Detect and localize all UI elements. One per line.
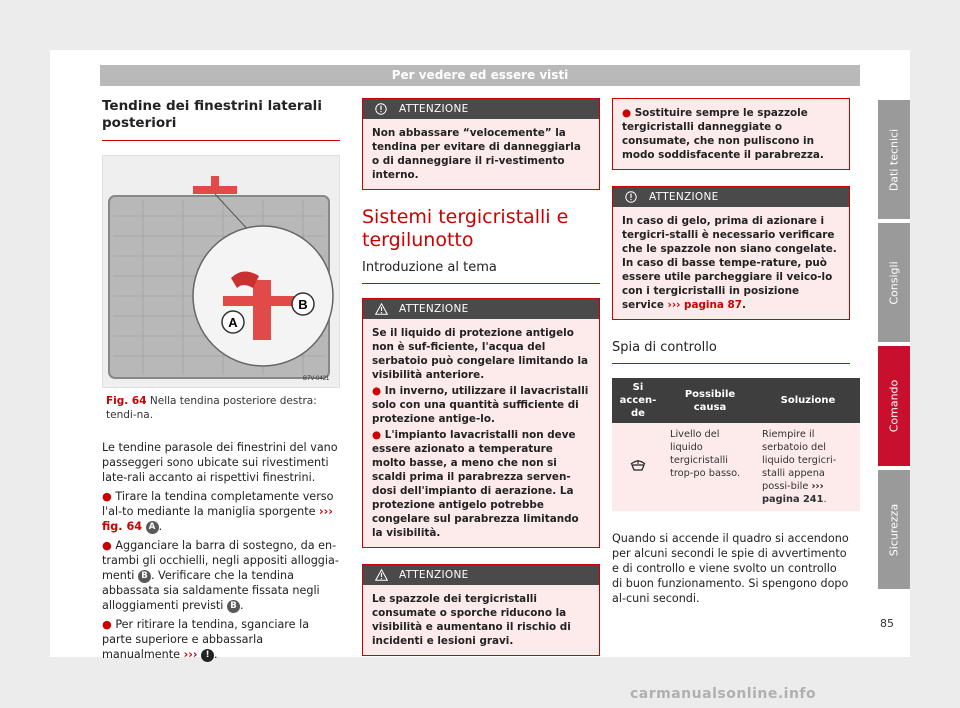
bullet-2: ● Agganciare la barra di sostegno, da en-trambi gli occhielli, negli appositi alloggia-menti B . Verificare che la tendina abbassata sia saldamente fissata negli alloggiamenti previsti B . [102, 539, 339, 612]
warning-title: ATTENZIONE [399, 569, 469, 581]
washer-fluid-icon [629, 458, 647, 472]
tab-consigli[interactable]: Consigli [878, 223, 910, 342]
figure-rear-blind [102, 155, 340, 388]
figure-caption [102, 388, 340, 422]
info-circle-icon [625, 191, 637, 203]
table-row [612, 423, 860, 511]
warning-bullet: ● L'impianto lavacristalli non deve essere azionato a temperature molto basse, a meno che non si scaldi prima il parabrezza serven-dosi dell'impianto di aerazione. La protezione antigelo potrebbe congelare sul parabrezza limitando la visibilità. [372, 429, 579, 539]
indicator-table [612, 378, 860, 511]
watermark: carmanualsonline.info [630, 686, 817, 702]
label-b-badge: B [227, 600, 240, 613]
warning-triangle-icon [375, 303, 388, 315]
figure-label-a: A [228, 315, 238, 330]
warning-box [362, 298, 600, 548]
rear-blind-illustration [103, 156, 339, 387]
warning-title: ATTENZIONE [649, 191, 719, 203]
warning-text: Le spazzole dei tergicristalli consumate o sporche riducono la visibilità e aumentano il rischio di incidenti e lesioni gravi. [363, 585, 599, 655]
subsection-title: Introduzione al tema [362, 260, 600, 284]
tab-dati-tecnici[interactable]: Dati tecnici [878, 100, 910, 219]
cause-cell: Livello del liquido tergicristalli trop-po basso. [664, 423, 756, 511]
warning-title: ATTENZIONE [399, 303, 469, 315]
label-b-badge: B [138, 570, 151, 583]
warning-bullet: Sostituire sempre le spazzole tergicristalli danneggiate o consumate, che non puliscono in modo soddisfacente il parabrezza. [622, 107, 824, 161]
left-column [102, 98, 340, 662]
figure-caption-text: Nella tendina posteriore destra: tendi-na. [106, 395, 317, 421]
figure-label-b: B [298, 297, 308, 312]
warning-box: ATTENZIONE In caso di gelo, prima di azionare i tergicri-stalli è necessario verificare che le spazzole non siano congelate. In caso di basse tempe-rature, può essere utile parcheggiare il veico-lo con i tergicristalli in posizione service ››› pagina 87. [612, 186, 850, 320]
page-link[interactable]: pagina 87 [684, 299, 742, 311]
solution-cell: Riempire il serbatoio del liquido tergicri-stalli appena possi-bile ››› pagina 241. [756, 423, 860, 511]
warning-bullet: ● In inverno, utilizzare il lavacristalli solo con una quantità sufficiente di protezione antige-lo. [372, 385, 589, 425]
warning-box [362, 98, 600, 190]
section-heading: Tendine dei finestrini laterali posteriori [102, 98, 340, 141]
warning-title: ATTENZIONE [399, 103, 469, 115]
warning-continuation: ● Sostituire sempre le spazzole tergicristalli danneggiate o consumate, che non puliscono in modo soddisfacente il parabrezza. [612, 98, 850, 170]
section-title: Sistemi tergicristalli e tergilunotto [362, 206, 569, 251]
warning-ref-icon: ! [201, 649, 214, 662]
right-column [612, 98, 850, 606]
warning-text: Non abbassare “velocemente” la tendina per evitare di danneggiarla o di danneggiare il ri-vestimento interno. [363, 119, 599, 189]
xref-arrows: ››› [183, 648, 198, 661]
col-header: Soluzione [756, 378, 860, 423]
figure-link[interactable]: fig. 64 [102, 520, 143, 533]
warning-text: In caso di gelo, prima di azionare i tergicri-stalli è necessario verificare che le spazzole non siano congelate. In caso di basse tempe-rature, può essere utile parcheggiare il veico-lo con i tergicristalli in posizione service [622, 215, 837, 311]
label-a-badge: A [146, 521, 159, 534]
col-header: Si accen-de [612, 378, 664, 423]
xref-arrows: ››› [667, 299, 681, 311]
page-number: 85 [880, 617, 894, 630]
bullet-3: ● Per ritirare la tendina, sganciare la parte superiore e abbassarla manualmente ››› ! . [102, 618, 310, 661]
info-circle-icon [375, 103, 387, 115]
spia-title: Spia di controllo [612, 340, 850, 364]
tab-sicurezza[interactable]: Sicurezza [878, 470, 910, 589]
warning-box [362, 564, 600, 656]
middle-column [362, 98, 600, 672]
warning-triangle-icon [375, 569, 388, 581]
warning-intro: Se il liquido di protezione antigelo non è suf-ficiente, l'acqua del serbatoio può congelare limitando la visibilità anteriore. [372, 327, 589, 381]
page-header: Per vedere ed essere visti [100, 65, 860, 86]
figure-code: B7V-0421 [303, 376, 330, 382]
figure-number: Fig. 64 [106, 395, 147, 407]
bullet-1: ● Tirare la tendina completamente verso l'al-to mediante la maniglia sporgente ››› fig. 64 A . [102, 490, 334, 533]
spia-paragraph: Quando si accende il quadro si accendono per alcuni secondi le spie di avvertimento e di controllo e viene svolto un controllo di buon funzionamento. Si spengono dopo al-cuni secondi. [612, 532, 849, 605]
tab-comando[interactable]: Comando [878, 346, 910, 466]
intro-paragraph: Le tendine parasole dei finestrini del vano passeggeri sono ubicate sui rivestimenti late-rali accanto ai rispettivi finestrini. [102, 441, 338, 484]
col-header: Possibile causa [664, 378, 756, 423]
xref-arrows: ››› [319, 505, 333, 518]
page-link[interactable]: pagina 241 [762, 494, 824, 505]
